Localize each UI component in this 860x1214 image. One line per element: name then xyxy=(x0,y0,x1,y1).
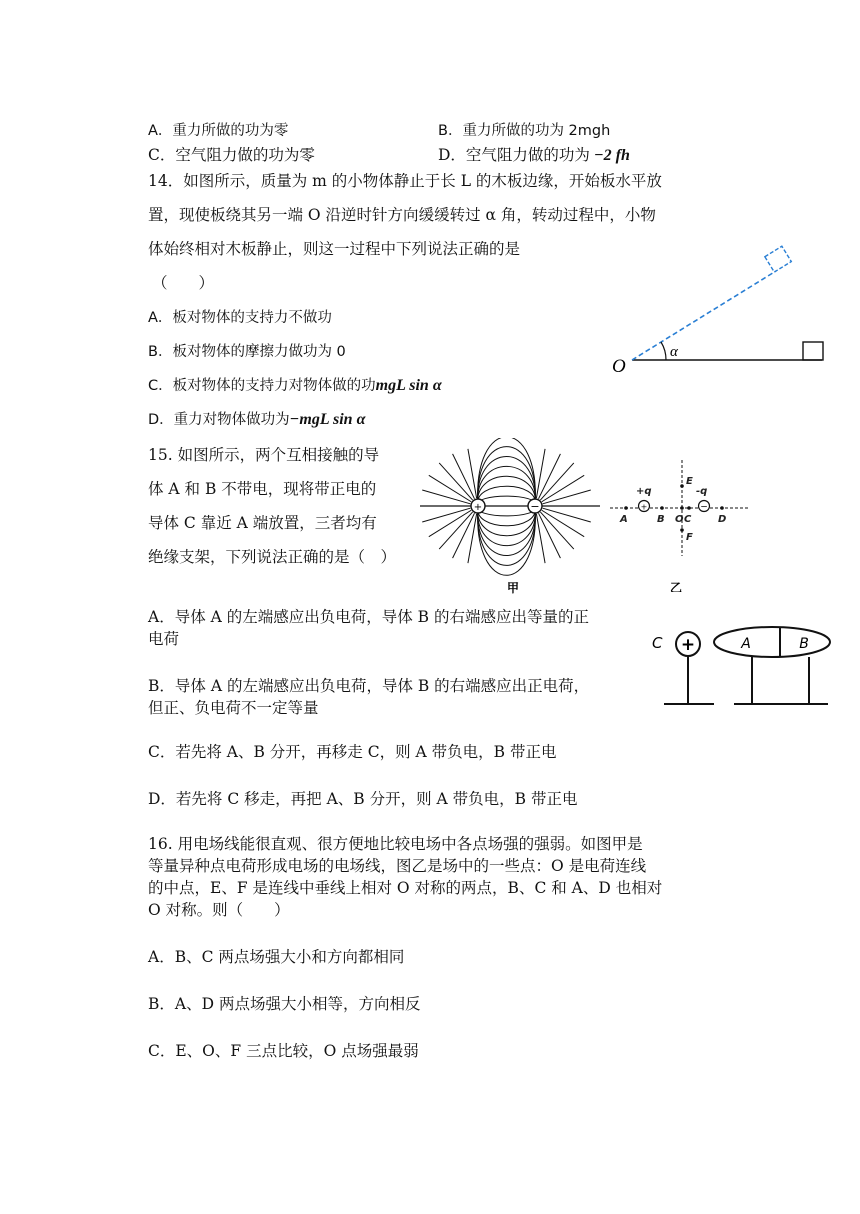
yi-label-d: D xyxy=(718,514,727,525)
svg-text:+: + xyxy=(473,502,483,513)
q16-stem-line1: 16. 用电场线能很直观、很方便地比较电场中各点场强的强弱。如图甲是 xyxy=(148,835,643,853)
field-line xyxy=(540,512,573,549)
q16-stem-line4: O 对称。则（ ） xyxy=(148,901,290,919)
q14-block-rotated xyxy=(765,246,791,272)
q14-option-d xyxy=(148,409,365,431)
q14-block xyxy=(803,342,823,360)
yi-label-b: B xyxy=(657,514,665,525)
field-line xyxy=(468,514,477,563)
conductor-c-label: C xyxy=(652,634,663,652)
q14-option-c-text: C．板对物体的支持力对物体做的功 xyxy=(148,378,376,394)
conductors-ab-ellipse xyxy=(714,627,830,657)
q14-answer-bracket: （ ） xyxy=(152,274,215,292)
q15-option-a-line2: 电荷 xyxy=(148,630,180,648)
figure-yi-caption: 乙 xyxy=(669,581,683,592)
field-line xyxy=(536,514,545,563)
q13-option-b: B．重力所做的功为 2mgh xyxy=(438,123,611,139)
svg-text:−: − xyxy=(530,500,540,513)
q16-option-c: C．E、O、F 三点比较，O 点场强最弱 xyxy=(148,1042,419,1060)
q16-option-a: A．B、C 两点场强大小和方向都相同 xyxy=(148,948,405,966)
q14-option-d-math: −mgL sin α xyxy=(289,411,366,428)
q13-option-d xyxy=(438,144,630,167)
field-line xyxy=(478,506,536,536)
field-line xyxy=(439,463,472,500)
svg-text:+: + xyxy=(640,502,648,512)
field-line xyxy=(536,449,545,498)
q14-angle-arc xyxy=(661,342,666,360)
q14-option-d-text: D．重力对物体做功为 xyxy=(148,412,290,428)
q15-option-b-line1: B．导体 A 的左端感应出负电荷，导体 B 的右端感应出正电荷， xyxy=(148,677,590,695)
yi-label-plus-q: +q xyxy=(636,486,652,497)
yi-label-a: A xyxy=(620,514,628,525)
q14-o-label: O xyxy=(612,356,626,377)
q13-option-a: A．重力所做的功为零 xyxy=(148,123,289,139)
q13-option-d-math: −2 fh xyxy=(593,147,630,164)
q14-alpha-label: α xyxy=(670,344,678,360)
field-line xyxy=(478,476,536,506)
q16-option-b: B．A、D 两点场强大小相等，方向相反 xyxy=(148,995,421,1013)
q16-stem-line3: 的中点，E、F 是连线中垂线上相对 O 对称的两点，B、C 和 A、D 也相对 xyxy=(148,879,663,897)
q14-stem-line3: 体始终相对木板静止，则这一过程中下列说法正确的是 xyxy=(148,240,521,258)
q15-option-c: C．若先将 A、B 分开，再移走 C，则 A 带负电，B 带正电 xyxy=(148,743,557,761)
field-line xyxy=(468,449,477,498)
q14-option-a: A．板对物体的支持力不做功 xyxy=(148,310,332,326)
conductor-a-label: A xyxy=(741,636,751,652)
q14-board-figure xyxy=(600,240,840,380)
conductor-b-label: B xyxy=(799,636,809,652)
q15-stem-line2: 体 A 和 B 不带电，现将带正电的 xyxy=(148,480,377,498)
yi-label-o: O xyxy=(675,514,684,525)
yi-label-c: C xyxy=(684,514,692,525)
q13-option-d-text: D．空气阻力做的功为 xyxy=(438,146,590,164)
q14-stem-line2: 置，现使板绕其另一端 O 沿逆时针方向缓缓转过 α 角，转动过程中，小物 xyxy=(148,206,656,224)
field-line xyxy=(540,463,573,500)
q14-option-b: B．板对物体的摩擦力做功为 0 xyxy=(148,344,346,360)
q14-option-c xyxy=(148,375,442,397)
q15-stem-line3: 导体 C 靠近 A 端放置，三者均有 xyxy=(148,514,377,532)
svg-text:−: − xyxy=(700,502,708,513)
figure-jia-caption: 甲 xyxy=(506,581,520,595)
yi-label-f: F xyxy=(686,532,693,543)
q14-stem-line1: 14．如图所示，质量为 m 的小物体静止于长 L 的木板边缘，开始板水平放 xyxy=(148,172,662,190)
q16-stem-line2: 等量异种点电荷形成电场的电场线，图乙是场中的一些点：O 是电荷连线 xyxy=(148,857,647,875)
field-line xyxy=(478,506,536,516)
q15-option-d: D．若先将 C 移走，再把 A、B 分开，则 A 带负电，B 带正电 xyxy=(148,790,578,808)
q15-stem-line1: 15. 如图所示，两个互相接触的导 xyxy=(148,446,380,464)
q15-option-a-line1: A．导体 A 的左端感应出负电荷，导体 B 的右端感应出等量的正 xyxy=(148,608,589,626)
q15-option-b-line2: 但正、负电荷不一定等量 xyxy=(148,699,319,717)
yi-label-minus-q: -q xyxy=(696,486,708,497)
field-line xyxy=(439,512,472,549)
field-line xyxy=(478,496,536,506)
q14-board-rotated xyxy=(632,271,776,360)
conductors-figure xyxy=(644,618,834,714)
field-lines-figure-jia xyxy=(420,438,600,598)
q13-option-c: C．空气阻力做的功为零 xyxy=(148,146,315,164)
q14-option-c-math: mgL sin α xyxy=(375,377,442,394)
points-figure-yi xyxy=(604,452,754,592)
q15-stem-line4: 绝缘支架，下列说法正确的是（ ） xyxy=(148,548,397,566)
yi-label-e: E xyxy=(686,476,693,487)
svg-text:+: + xyxy=(680,635,696,655)
